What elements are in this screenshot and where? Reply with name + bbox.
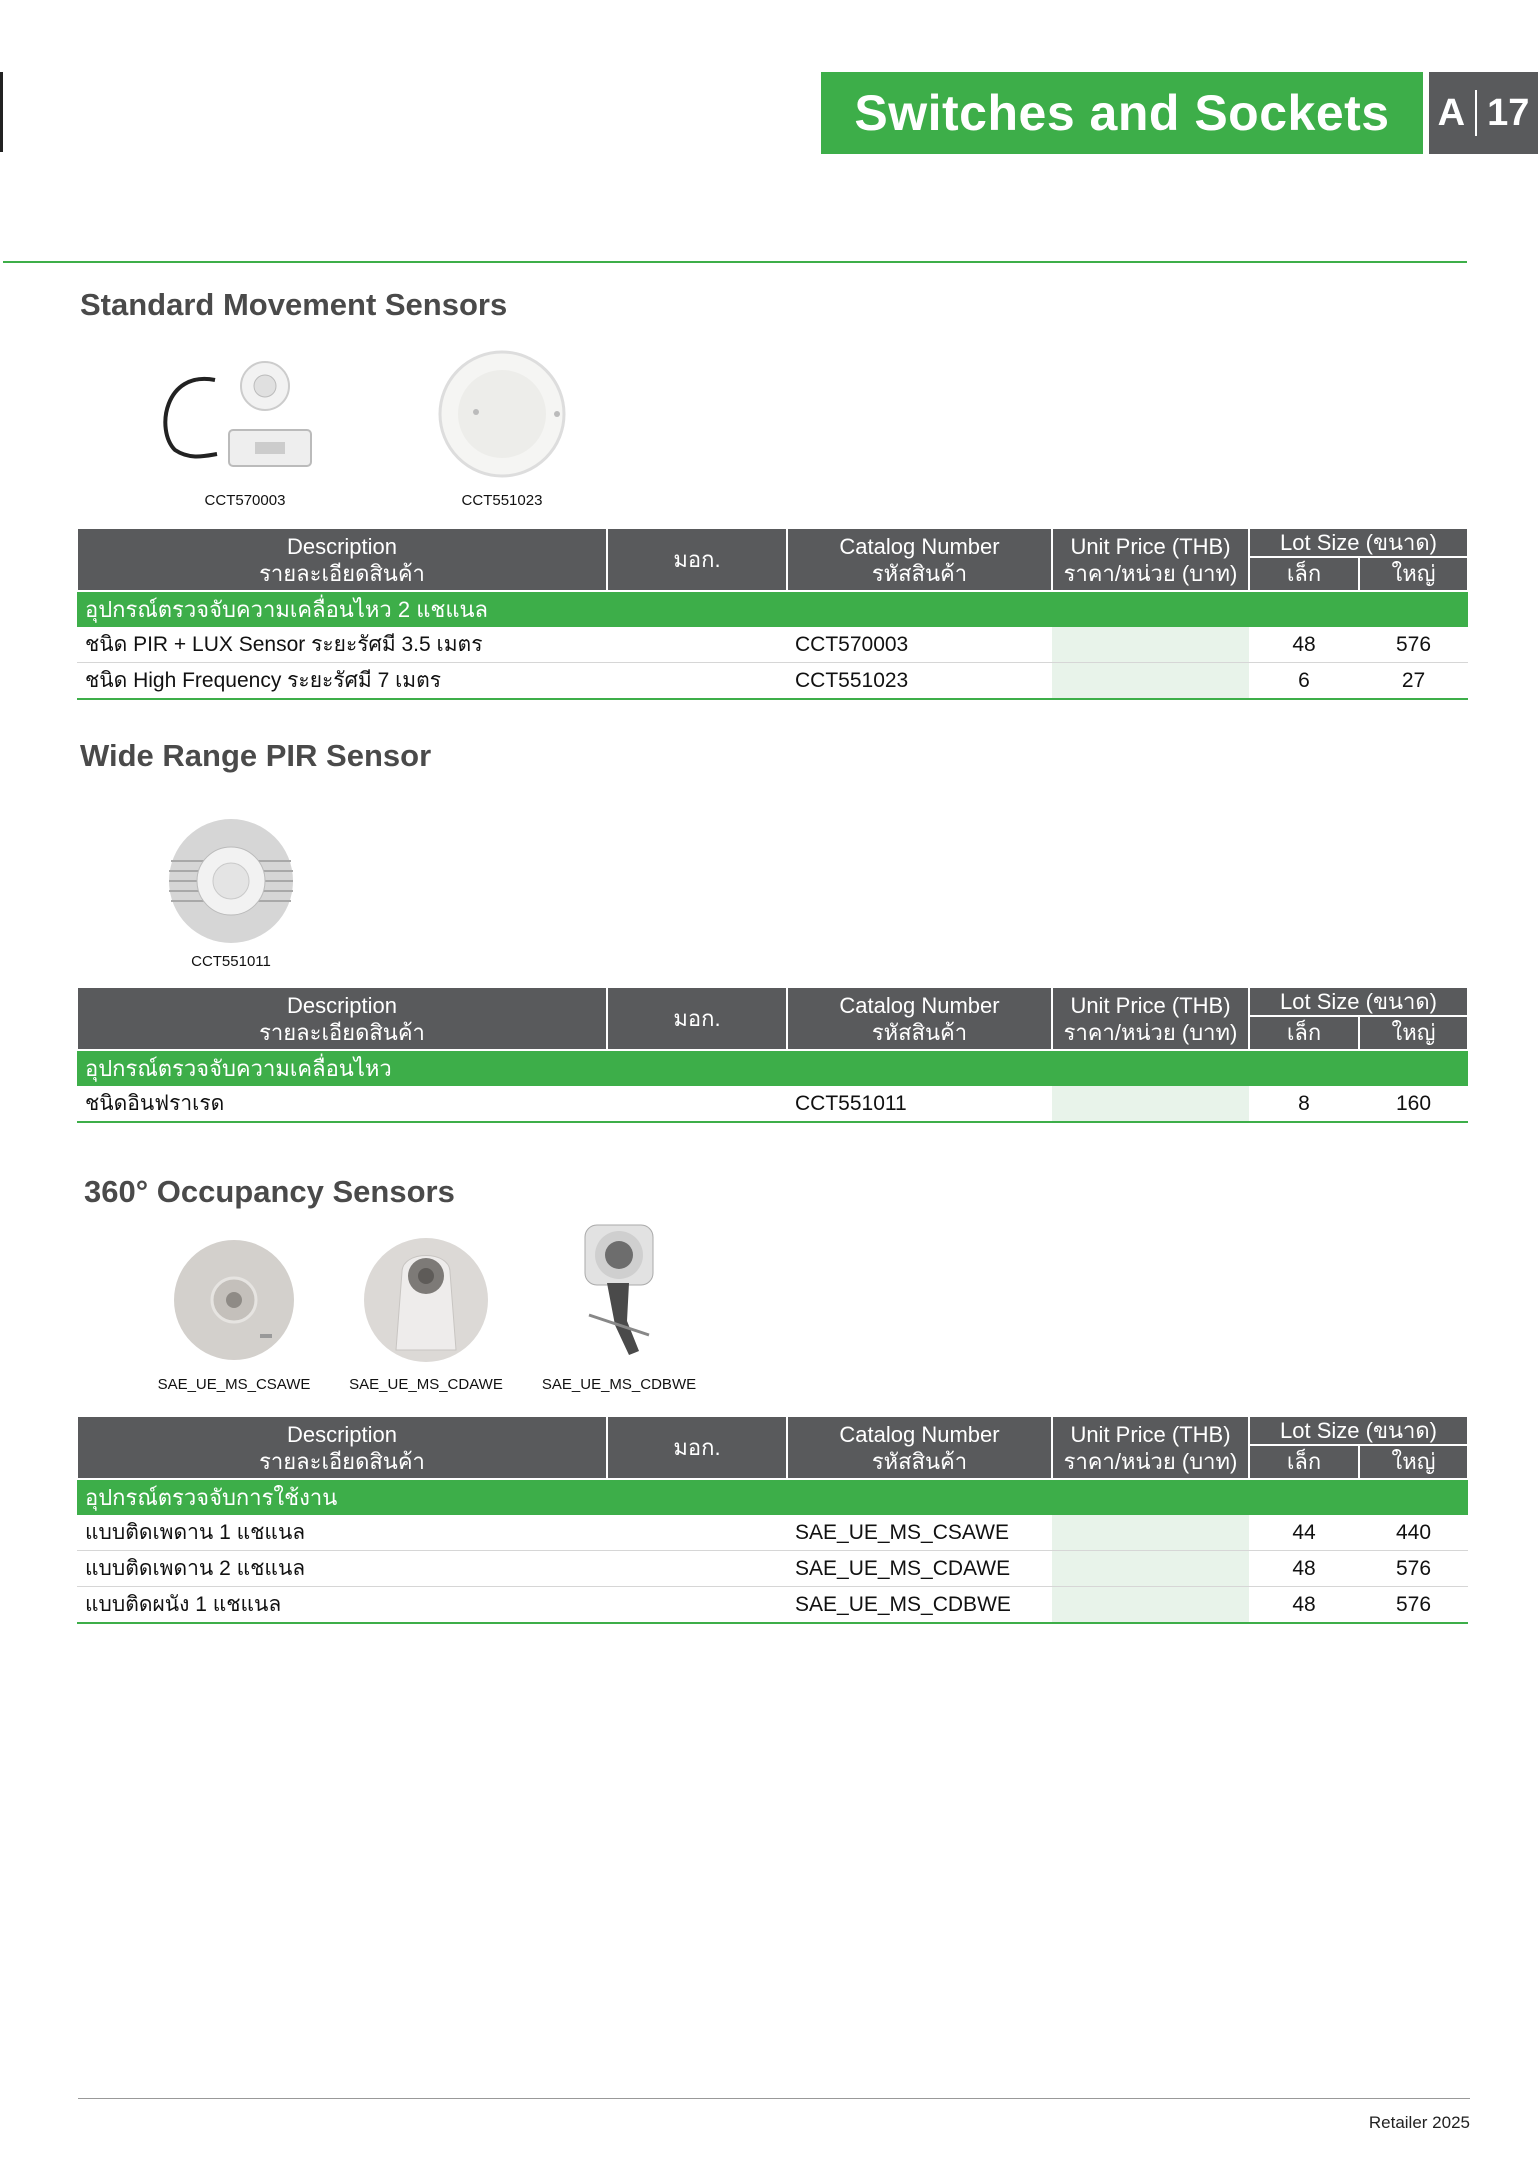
column-header-description: Description รายละเอียดสินค้า <box>77 987 607 1050</box>
category-row: อุปกรณ์ตรวจจับความเคลื่อนไหว 2 แชแนล <box>77 591 1468 627</box>
row-catalog: SAE_UE_MS_CDBWE <box>787 1587 1052 1624</box>
section-title-wide-range-pir: Wide Range PIR Sensor <box>80 738 432 773</box>
page-title: Switches and Sockets <box>821 72 1423 154</box>
product-card <box>326 1230 526 1393</box>
row-price <box>1052 1515 1249 1551</box>
product-code: CCT551011 <box>191 953 271 970</box>
table-row <box>77 1086 1468 1122</box>
product-card <box>519 1215 719 1393</box>
column-header-price: Unit Price (THB) ราคา/หน่วย (บาท) <box>1052 528 1249 591</box>
column-header-tis: มอก. <box>607 987 787 1050</box>
row-tis <box>607 627 787 663</box>
row-lot-large: 160 <box>1359 1086 1468 1122</box>
column-header-price: Unit Price (THB) ราคา/หน่วย (บาท) <box>1052 987 1249 1050</box>
wide-range-pir-sensor-image <box>131 815 331 949</box>
row-catalog: CCT551023 <box>787 663 1052 700</box>
row-lot-large: 576 <box>1359 627 1468 663</box>
row-lot-small: 44 <box>1249 1515 1359 1551</box>
ceiling-occupancy-sensor-1ch-image <box>134 1230 334 1372</box>
page-indicator <box>1429 72 1538 154</box>
row-tis <box>607 663 787 700</box>
product-code: SAE_UE_MS_CDBWE <box>541 1376 697 1393</box>
table-row <box>77 627 1468 663</box>
row-description: แบบติดเพดาน 1 แชแนล <box>77 1515 607 1551</box>
column-header-lot-small: เล็ก <box>1249 557 1359 591</box>
footer-label: Retailer 2025 <box>1368 2113 1470 2132</box>
column-header-lot-large: ใหญ่ <box>1359 557 1468 591</box>
row-catalog: CCT551011 <box>787 1086 1052 1122</box>
table-row <box>77 663 1468 700</box>
column-header-tis: มอก. <box>607 528 787 591</box>
section-letter: A <box>1437 91 1466 134</box>
row-lot-small: 6 <box>1249 663 1359 700</box>
column-header-lot-size: Lot Size (ขนาด) <box>1249 1416 1468 1445</box>
column-header-lot-size: Lot Size (ขนาด) <box>1249 528 1468 557</box>
sensor-with-cable-image <box>145 350 345 488</box>
ceiling-occupancy-sensor-2ch-image <box>326 1230 526 1372</box>
row-description: ชนิดอินฟราเรด <box>77 1086 607 1122</box>
product-code: CCT570003 <box>204 492 286 509</box>
row-description: แบบติดเพดาน 2 แชแนล <box>77 1551 607 1587</box>
section-title-standard-movement: Standard Movement Sensors <box>80 287 508 322</box>
product-table-occupancy <box>76 1415 1469 1624</box>
product-card <box>134 1230 334 1393</box>
round-ceiling-sensor-image <box>402 350 602 488</box>
row-tis <box>607 1086 787 1122</box>
row-price <box>1052 1551 1249 1587</box>
table-row <box>77 1551 1468 1587</box>
product-code: SAE_UE_MS_CSAWE <box>157 1376 311 1393</box>
row-lot-large: 440 <box>1359 1515 1468 1551</box>
category-row: อุปกรณ์ตรวจจับการใช้งาน <box>77 1479 1468 1515</box>
page-indicator-divider <box>1475 90 1477 136</box>
left-margin-mark <box>0 72 3 152</box>
row-lot-large: 27 <box>1359 663 1468 700</box>
row-lot-small: 48 <box>1249 1551 1359 1587</box>
product-table-wide-range-pir <box>76 986 1469 1123</box>
row-catalog: SAE_UE_MS_CDAWE <box>787 1551 1052 1587</box>
row-description: ชนิด PIR + LUX Sensor ระยะรัศมี 3.5 เมตร <box>77 627 607 663</box>
row-lot-small: 8 <box>1249 1086 1359 1122</box>
row-catalog: CCT570003 <box>787 627 1052 663</box>
column-header-lot-size: Lot Size (ขนาด) <box>1249 987 1468 1016</box>
column-header-catalog: Catalog Number รหัสสินค้า <box>787 987 1052 1050</box>
product-table-standard-movement <box>76 527 1469 700</box>
product-card <box>145 350 345 509</box>
product-code: CCT551023 <box>461 492 543 509</box>
row-catalog: SAE_UE_MS_CSAWE <box>787 1515 1052 1551</box>
column-header-price: Unit Price (THB) ราคา/หน่วย (บาท) <box>1052 1416 1249 1479</box>
column-header-lot-large: ใหญ่ <box>1359 1016 1468 1050</box>
column-header-catalog: Catalog Number รหัสสินค้า <box>787 1416 1052 1479</box>
column-header-lot-small: เล็ก <box>1249 1445 1359 1479</box>
column-header-tis: มอก. <box>607 1416 787 1479</box>
row-price <box>1052 1587 1249 1624</box>
page-number: 17 <box>1487 91 1530 134</box>
row-tis <box>607 1551 787 1587</box>
wall-occupancy-sensor-image <box>519 1215 719 1372</box>
row-price <box>1052 627 1249 663</box>
row-price <box>1052 1086 1249 1122</box>
product-card <box>131 815 331 970</box>
header-divider <box>3 261 1467 263</box>
row-lot-small: 48 <box>1249 627 1359 663</box>
row-price <box>1052 663 1249 700</box>
row-lot-large: 576 <box>1359 1551 1468 1587</box>
column-header-description: Description รายละเอียดสินค้า <box>77 528 607 591</box>
row-description: แบบติดผนัง 1 แชแนล <box>77 1587 607 1624</box>
row-tis <box>607 1587 787 1624</box>
table-row <box>77 1515 1468 1551</box>
section-title-occupancy: 360° Occupancy Sensors <box>84 1174 455 1209</box>
product-code: SAE_UE_MS_CDAWE <box>349 1376 503 1393</box>
category-row: อุปกรณ์ตรวจจับความเคลื่อนไหว <box>77 1050 1468 1086</box>
row-tis <box>607 1515 787 1551</box>
row-lot-small: 48 <box>1249 1587 1359 1624</box>
column-header-description: Description รายละเอียดสินค้า <box>77 1416 607 1479</box>
column-header-lot-small: เล็ก <box>1249 1016 1359 1050</box>
row-description: ชนิด High Frequency ระยะรัศมี 7 เมตร <box>77 663 607 700</box>
column-header-catalog: Catalog Number รหัสสินค้า <box>787 528 1052 591</box>
row-lot-large: 576 <box>1359 1587 1468 1624</box>
table-row <box>77 1587 1468 1624</box>
column-header-lot-large: ใหญ่ <box>1359 1445 1468 1479</box>
product-card <box>402 350 602 509</box>
footer-divider <box>78 2098 1470 2099</box>
